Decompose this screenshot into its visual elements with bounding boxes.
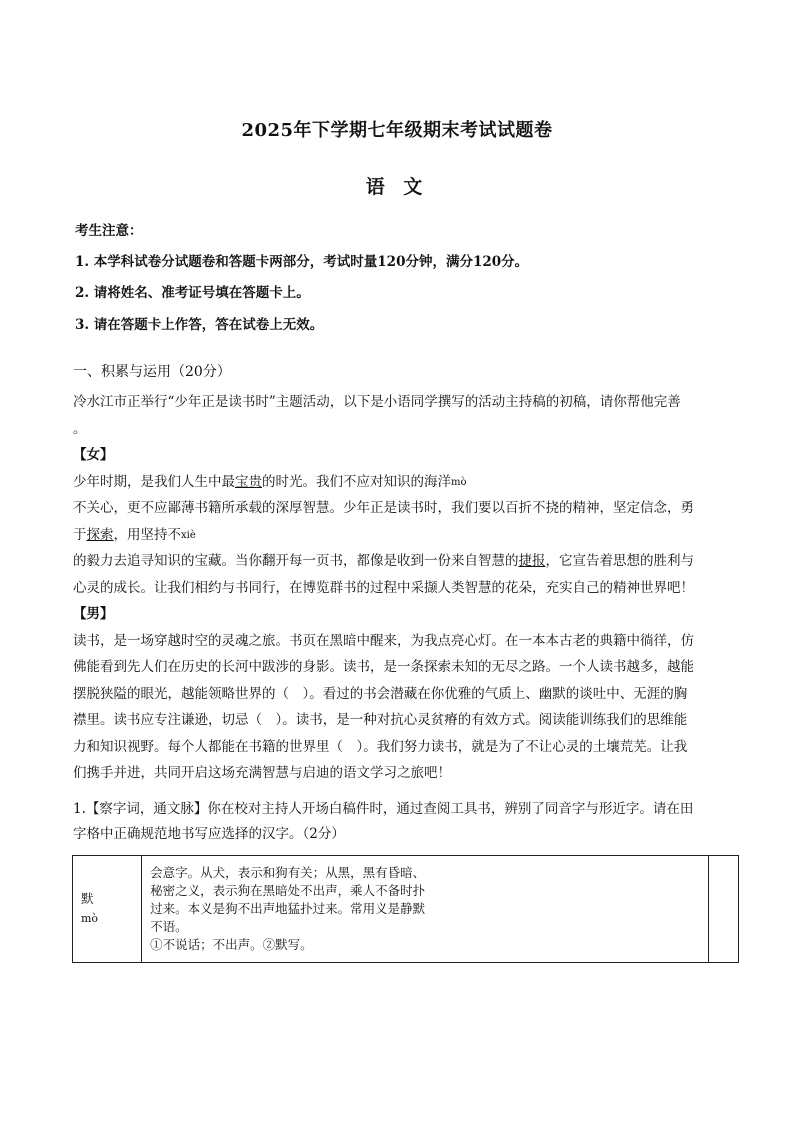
text-segment: 于 xyxy=(73,526,87,543)
male-line-3: 摆脱狭隘的眼光，越能领略世界的（ ）。看过的书会潜藏在你优雅的气质上、幽默的谈吐中、无涯的胸 xyxy=(73,685,688,702)
male-line-6: 们携手并进，共同开启这场充满智慧与启迪的语文学习之旅吧！ xyxy=(73,765,451,781)
subject-title: 语 文 xyxy=(365,176,429,198)
entry-pinyin: mò xyxy=(81,912,99,925)
text-segment: ，用坚持不 xyxy=(113,526,181,543)
notice-item-3: 3. 请在答题卡上作答，答在试卷上无效。 xyxy=(75,317,324,333)
entry-char: 默 xyxy=(81,891,94,906)
text-segment: 的毅力去追寻知识的宝藏。当你翻开每一页书，都像是收到一份来自智慧的 xyxy=(73,553,519,569)
female-host-label: 【女】 xyxy=(73,447,114,463)
intro-line-1: 冷水江市正举行“少年正是读书时”主题活动，以下是小语同学撰写的活动主持稿的初稿，请你帮他完善 xyxy=(73,394,681,410)
notice-heading: 考生注意： xyxy=(75,223,143,239)
exam-title: 2025年下学期七年级期末考试试题卷 xyxy=(241,120,553,141)
female-line-2: 不关心，更不应鄙薄书籍所承载的深厚智慧。少年正是读书时，我们要以百折不挠的精神，坚定信念，勇 xyxy=(73,500,694,516)
female-line-5: 心灵的成长。让我们相约与书同行，在博览群书的过程中采撷人类智慧的花朵，充实自己的精神世界吧！ xyxy=(73,579,694,596)
dictionary-entry-table xyxy=(72,855,739,963)
question-1-line-2: 字格中正确规范地书写应选择的汉字。（2分） xyxy=(73,826,345,842)
male-line-1: 读书，是一场穿越时空的灵魂之旅。书页在黑暗中醒来，为我点亮心灯。在一本本古老的典籍中徜徉，仿 xyxy=(73,632,694,649)
female-line-4 xyxy=(73,548,723,575)
underlined-word: 宝贵 xyxy=(235,473,262,490)
notice-item-2: 2. 请将姓名、准考证号填在答题卡上。 xyxy=(75,285,310,301)
underlined-word: 捷报 xyxy=(518,553,546,569)
underlined-word: 探索 xyxy=(86,526,114,543)
male-line-5: 力和知识视野。每个人都能在书籍的世界里（ ）。我们努力读书，就是为了不让心灵的土壤荒芜。让我 xyxy=(73,738,688,755)
intro-line-2: 。 xyxy=(73,420,87,437)
entry-char-cell xyxy=(73,856,142,963)
definition-line: 不语。 xyxy=(150,919,188,934)
notice-item-1: 1. 本学科试卷分试题卷和答题卡两部分，考试时量120分钟，满分120分。 xyxy=(75,254,529,270)
definition-line: ①不说话；不出声。②默写。 xyxy=(150,937,313,952)
pinyin-hint: xiè xyxy=(181,529,196,541)
male-host-label: 【男】 xyxy=(73,606,114,622)
text-segment: 的时光。我们不应对知识的海洋 xyxy=(262,473,451,490)
text-segment: 少年时期，是我们人生中最 xyxy=(73,473,235,490)
answer-box[interactable] xyxy=(708,856,738,963)
passage xyxy=(73,389,723,787)
male-line-4: 襟里。读书应专注谦逊，切忌（ ）。读书，是一种对抗心灵贫瘠的有效方式。阅读能训练我们的思维能 xyxy=(73,712,688,728)
definition-line: 会意字。从犬，表示和狗有关；从黑，黑有昏暗、 xyxy=(150,865,426,880)
section-heading: 一、积累与运用（20分） xyxy=(73,364,231,380)
definition-line: 秘密之义，表示狗在黑暗处不出声，乘人不备时扑 xyxy=(150,883,426,898)
definition-line: 过来。本义是狗不出声地猛扑过来。常用义是静默 xyxy=(150,901,426,916)
pinyin-hint: mò xyxy=(451,476,467,488)
entry-definition xyxy=(142,856,708,963)
text-segment: ，它宣告着思想的胜利与 xyxy=(545,553,694,569)
question-1 xyxy=(73,797,733,847)
female-line-1 xyxy=(73,469,723,496)
female-line-3 xyxy=(73,522,723,549)
male-line-2: 佛能看到先人们在历史的长河中跋涉的身影。读书，是一条探索未知的无尽之路。一个人读书越多，越能 xyxy=(73,659,694,675)
question-1-line-1: 1.【察字词，通文脉】你在校对主持人开场白稿件时，通过查阅工具书，辨别了同音字与形近字。请在田 xyxy=(73,801,694,817)
